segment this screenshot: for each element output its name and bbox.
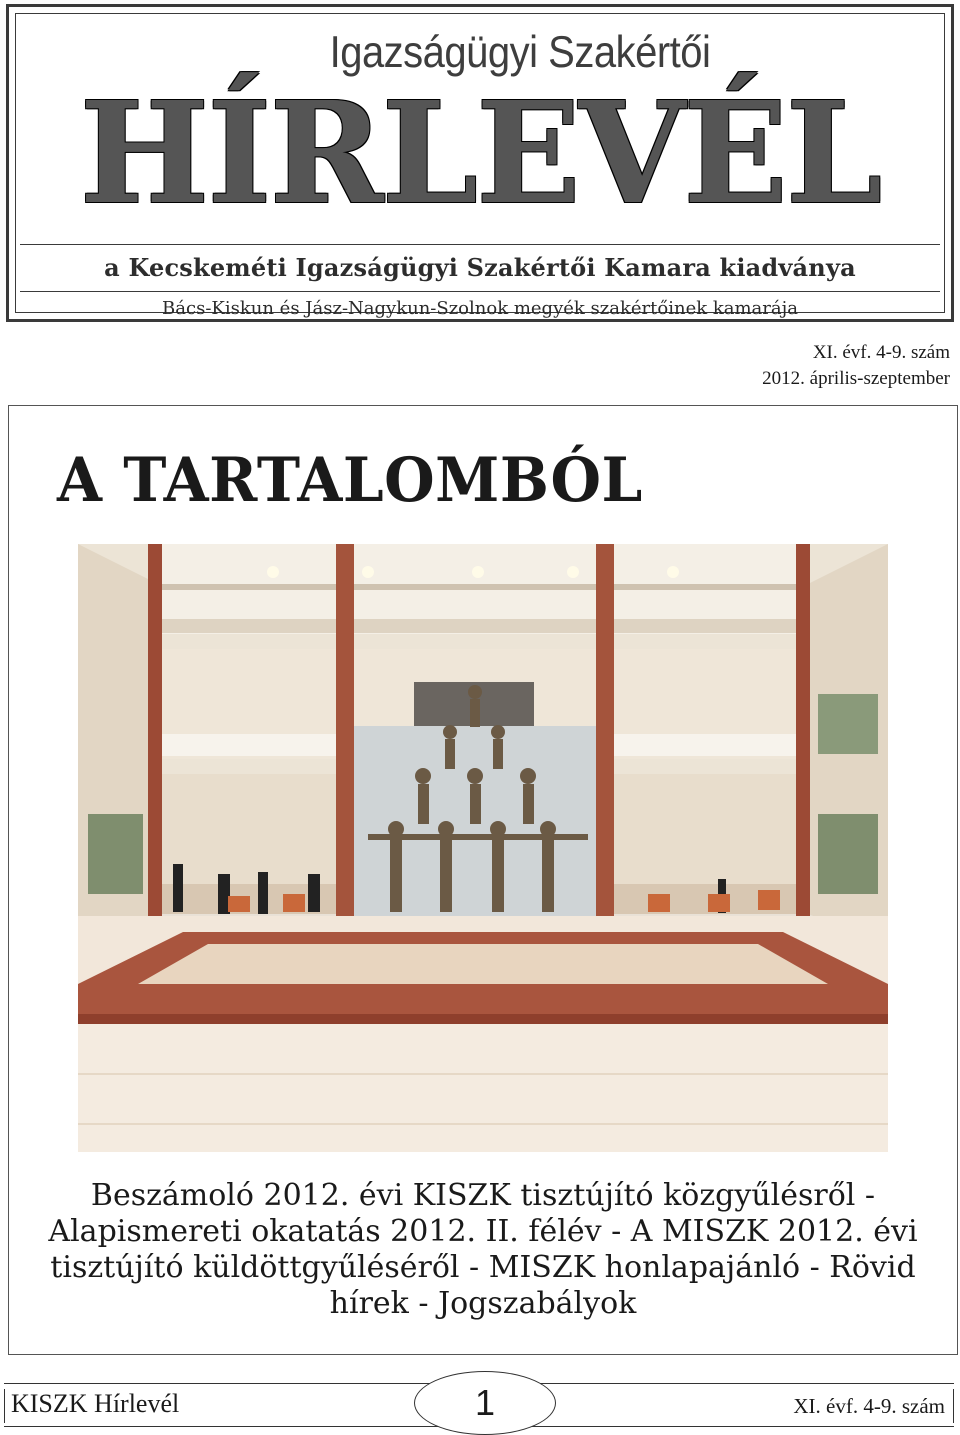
- masthead: [6, 4, 954, 322]
- contents-box: [8, 405, 958, 1355]
- contents-summary: Beszámoló 2012. évi KISZK tisztújító közgyűlésről - Alapismereti okatatás 2012. II. félév - A MISZK 2012. évi tisztújító küldöttgyűléséről - MISZK honlapajánló - Rövid hírek - Jogszabályok: [48, 1178, 918, 1321]
- footer: [4, 1383, 954, 1427]
- atrium-illustration: [78, 544, 888, 1152]
- region-line: Bács-Kiskun és Jász-Nagykun-Szolnok megyék szakértőinek kamarája: [162, 298, 798, 319]
- masthead-frame: [15, 13, 945, 319]
- publisher-band: [20, 244, 940, 292]
- masthead-title: HÍRLEVÉL: [79, 72, 881, 236]
- atrium-photo: [78, 544, 888, 1152]
- issue-number: XI. évf. 4-9. szám: [812, 342, 950, 363]
- section-title: A TARTALOMBÓL: [57, 444, 643, 516]
- publisher-line: a Kecskeméti Igazságügyi Szakértői Kamara kiadványa: [104, 253, 856, 282]
- issue-date: 2012. április-szeptember: [762, 368, 950, 389]
- footer-issue: XI. évf. 4-9. szám: [793, 1389, 954, 1423]
- page-number: 1: [414, 1371, 556, 1435]
- masthead-supertitle: Igazságügyi Szakértői: [329, 28, 711, 78]
- footer-publication-name: KISZK Hírlevél: [4, 1389, 416, 1423]
